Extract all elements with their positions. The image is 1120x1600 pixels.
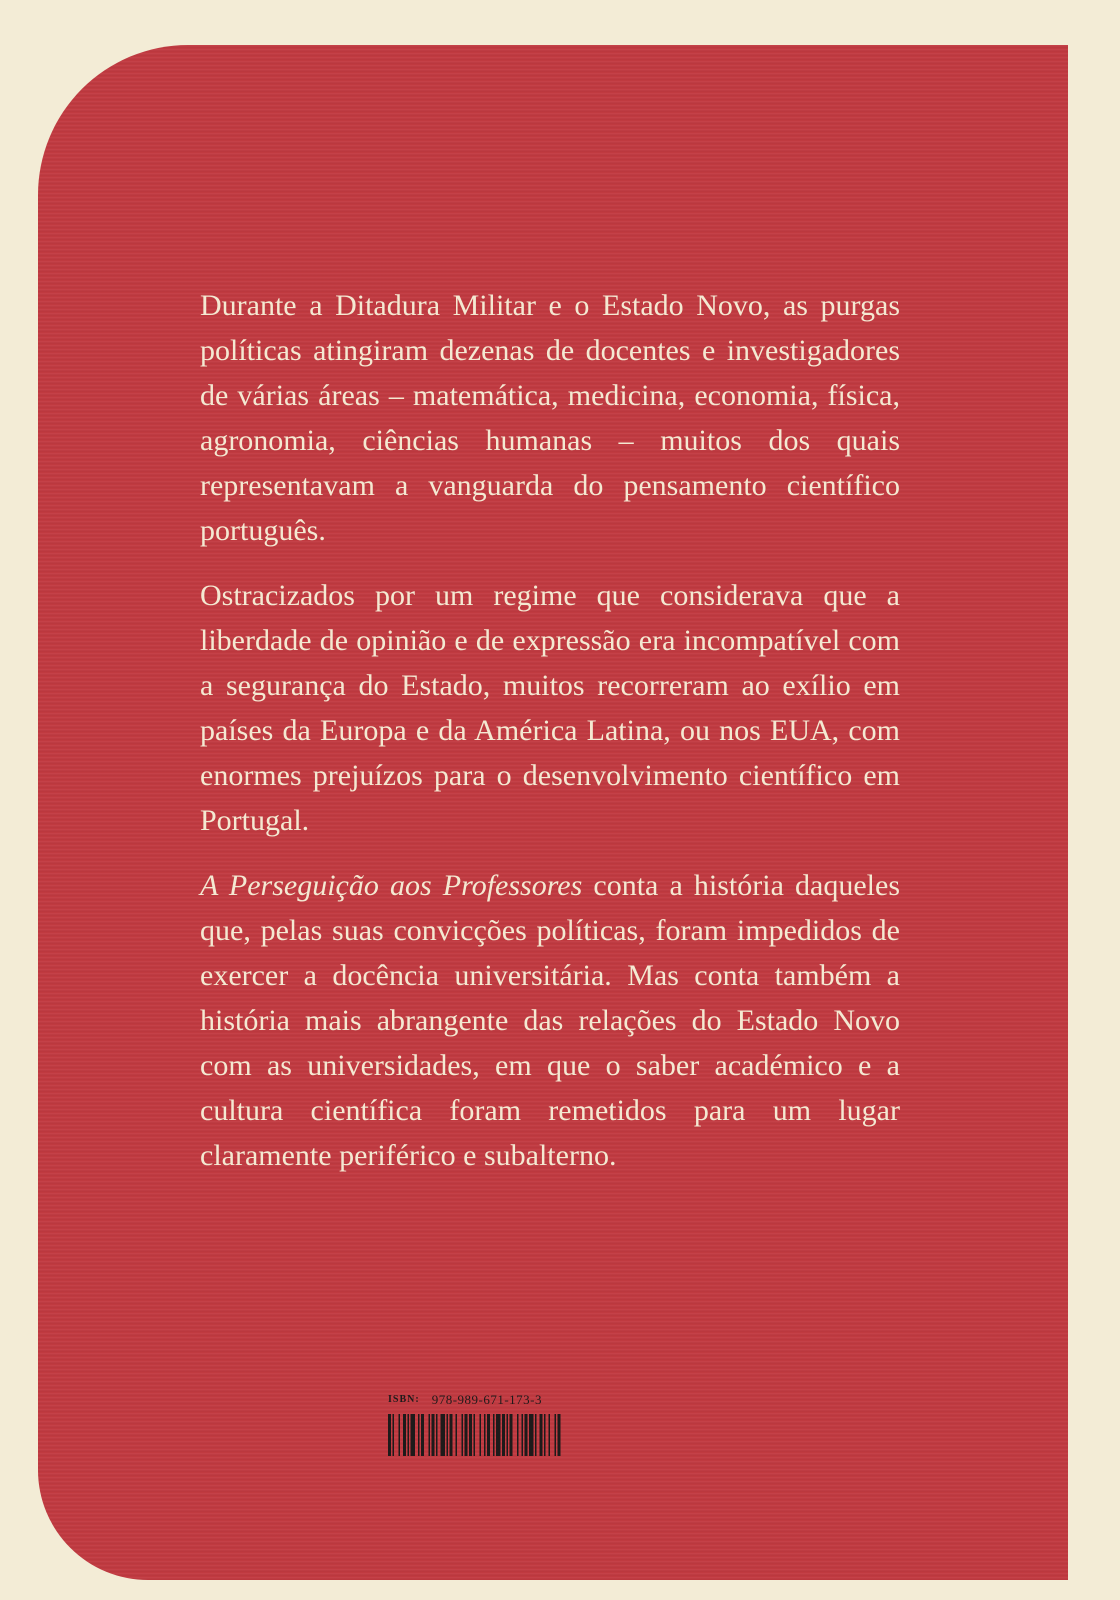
isbn-number: 978-989-671-173-3 (431, 1392, 543, 1407)
isbn-block (388, 1392, 628, 1456)
isbn-label: ISBN: (388, 1394, 420, 1405)
synopsis-text (200, 283, 900, 1198)
isbn-line (388, 1392, 628, 1410)
back-cover-panel (38, 45, 1068, 1580)
barcode-icon (388, 1414, 628, 1456)
synopsis-paragraph-2: Ostracizados por um regime que considerava que a liberdade de opinião e de expressão era incompatível com a segurança do Estado, muitos recorreram ao exílio em países da Europa e da América Latina, ou nos EUA, com enormes prejuízos para o desenvolvimento científico em Portugal. (200, 579, 900, 837)
synopsis-paragraph-3 (200, 863, 900, 1178)
synopsis-paragraph-1: Durante a Ditadura Militar e o Estado Novo, as purgas políticas atingiram dezenas de docentes e investigadores de várias áreas – matemática, medicina, economia, física, agronomia, ciências humanas – muitos dos quais representavam a vanguarda do pensamento científico português. (200, 289, 900, 547)
synopsis-paragraph-3-text: conta a história daqueles que, pelas suas convicções políticas, foram impedidos de exercer a docência universitária. Mas conta também a história mais abrangente das relações do Estado Novo com as universidades, em que o saber académico e a cultura científica foram remetidos para um lugar claramente periférico e subalterno. (200, 869, 900, 1172)
book-title-italic: A Perseguição aos Professores (200, 869, 583, 902)
